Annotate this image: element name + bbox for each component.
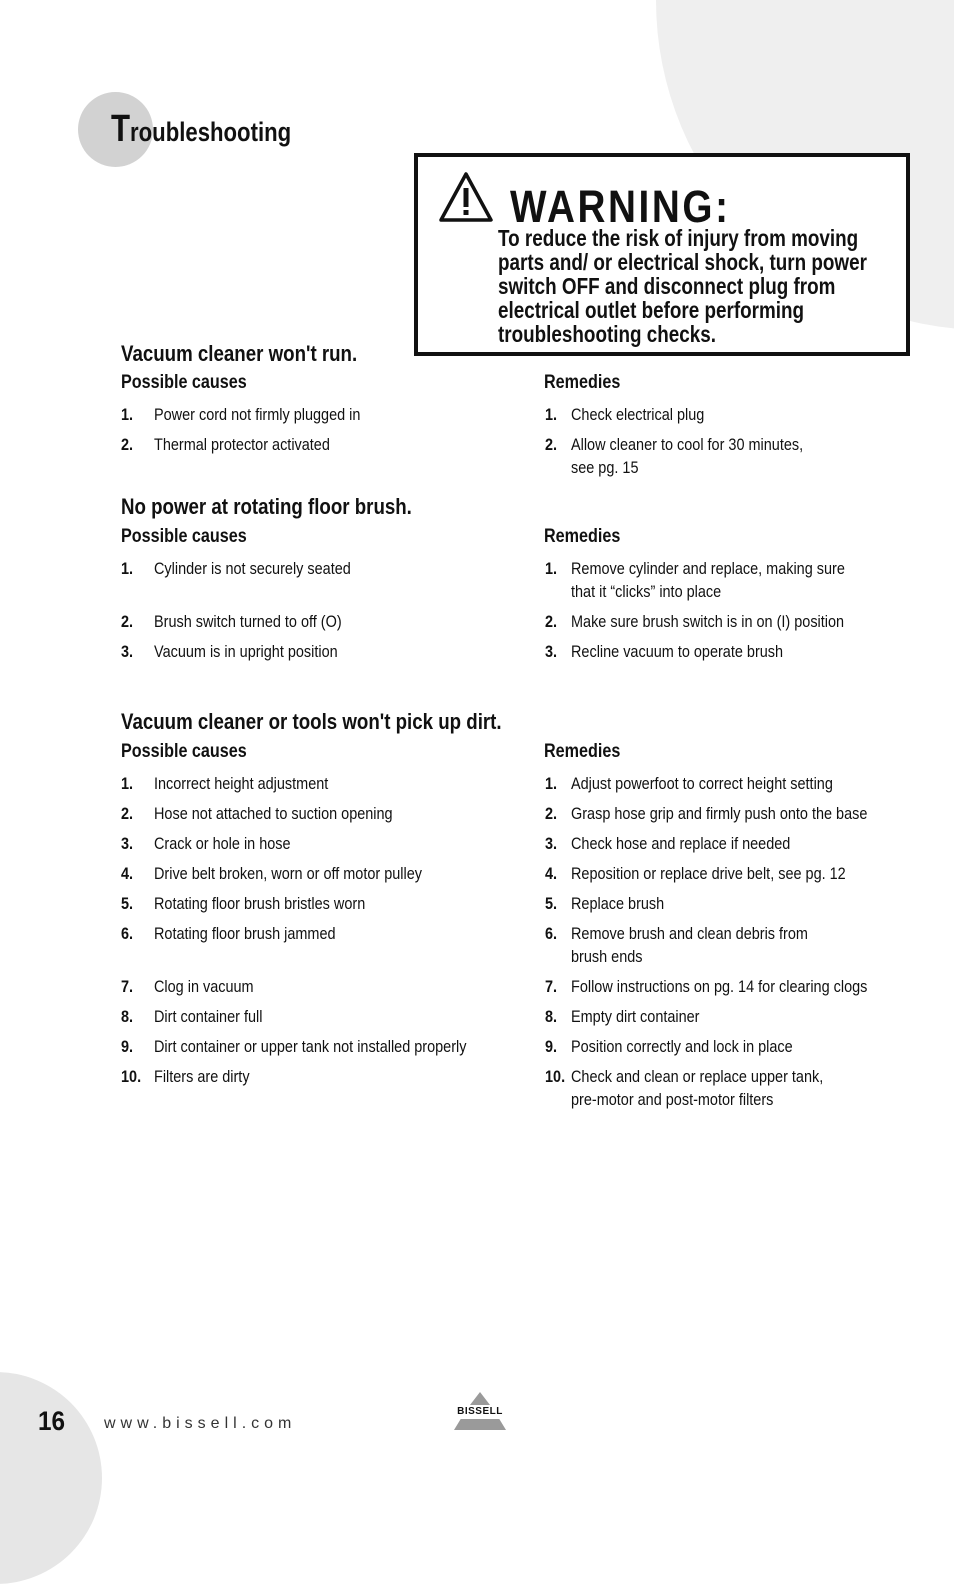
- item-number: 2.: [545, 612, 558, 631]
- item-text: Cylinder is not securely seated: [154, 559, 351, 578]
- item-text: Hose not attached to suction opening: [154, 804, 393, 823]
- section-title: No power at rotating floor brush.: [121, 494, 412, 519]
- item-number: 6.: [121, 924, 134, 943]
- item-number: 1.: [545, 559, 558, 578]
- item-text: Remove cylinder and replace, making sure that it “clicks” into place: [571, 559, 845, 601]
- page-title: [111, 108, 291, 151]
- item-text: Adjust powerfoot to correct height setting: [571, 774, 833, 793]
- item-text: Reposition or replace drive belt, see pg. 12: [571, 864, 846, 883]
- item-number: 3.: [121, 834, 134, 853]
- item-number: 7.: [545, 977, 558, 996]
- item-number: 3.: [121, 642, 134, 661]
- item-number: 1.: [121, 559, 134, 578]
- item-text: Rotating floor brush jammed: [154, 924, 336, 943]
- item-text: Make sure brush switch is in on (I) position: [571, 612, 845, 631]
- remedies-heading: Remedies: [544, 526, 621, 547]
- page-title-initial: T: [111, 108, 131, 150]
- remedies-heading: Remedies: [544, 372, 621, 393]
- item-number: 6.: [545, 924, 558, 943]
- item-text: Clog in vacuum: [154, 977, 254, 996]
- item-text: Replace brush: [571, 894, 665, 913]
- item-number: 7.: [121, 977, 134, 996]
- item-number: 1.: [545, 774, 558, 793]
- item-number: 2.: [121, 612, 134, 631]
- item-text: Filters are dirty: [154, 1067, 250, 1086]
- item-text: Check hose and replace if needed: [571, 834, 791, 853]
- item-number: 8.: [121, 1007, 134, 1026]
- section-title: Vacuum cleaner or tools won't pick up dirt.: [121, 709, 502, 734]
- item-text: Vacuum is in upright position: [154, 642, 338, 661]
- item-number: 2.: [121, 435, 134, 454]
- item-text: Recline vacuum to operate brush: [571, 642, 784, 661]
- warning-text: To reduce the risk of injury from moving parts and/ or electrical shock, turn power switch OFF and disconnect plug from electrical outlet before performing troubleshooting checks.: [498, 225, 867, 347]
- causes-heading: Possible causes: [121, 372, 247, 393]
- item-number: 4.: [545, 864, 558, 883]
- warning-box: [414, 153, 910, 356]
- item-number: 2.: [121, 804, 134, 823]
- warning-triangle-icon: [438, 171, 494, 223]
- item-number: 9.: [121, 1037, 134, 1056]
- item-number: 2.: [545, 804, 558, 823]
- item-number: 1.: [545, 405, 558, 424]
- item-text: Thermal protector activated: [154, 435, 330, 454]
- warning-title: WARNING:: [510, 181, 731, 232]
- item-text: Dirt container or upper tank not installed properly: [154, 1037, 467, 1056]
- item-text: Follow instructions on pg. 14 for clearing clogs: [571, 977, 868, 996]
- item-number: 5.: [545, 894, 558, 913]
- item-text: Remove brush and clean debris from brush ends: [571, 924, 808, 966]
- item-text: Position correctly and lock in place: [571, 1037, 793, 1056]
- item-text: Allow cleaner to cool for 30 minutes, see pg. 15: [571, 435, 804, 477]
- item-number: 4.: [121, 864, 134, 883]
- page-number: 16: [38, 1406, 66, 1436]
- item-text: Empty dirt container: [571, 1007, 700, 1026]
- remedies-heading: Remedies: [544, 741, 621, 762]
- item-text: Crack or hole in hose: [154, 834, 291, 853]
- item-text: Grasp hose grip and firmly push onto the base: [571, 804, 868, 823]
- section-title: Vacuum cleaner won't run.: [121, 341, 358, 366]
- website-url: www.bissell.com: [104, 1415, 297, 1432]
- item-text: Brush switch turned to off (O): [154, 612, 342, 631]
- page-number-circle-decoration: [0, 1372, 102, 1584]
- causes-heading: Possible causes: [121, 526, 247, 547]
- logo-text: BISSELL: [457, 1406, 503, 1417]
- item-text: Rotating floor brush bristles worn: [154, 894, 366, 913]
- page-title-rest: roubleshooting: [130, 117, 292, 147]
- item-text: Incorrect height adjustment: [154, 774, 329, 793]
- item-number: 1.: [121, 405, 134, 424]
- item-text: Power cord not firmly plugged in: [154, 405, 361, 424]
- item-text: Check and clean or replace upper tank, pre-motor and post-motor filters: [571, 1067, 824, 1109]
- item-number: 2.: [545, 435, 558, 454]
- item-text: Dirt container full: [154, 1007, 263, 1026]
- item-number: 10.: [121, 1067, 142, 1086]
- item-text: Drive belt broken, worn or off motor pulley: [154, 864, 422, 883]
- item-number: 8.: [545, 1007, 558, 1026]
- item-number: 3.: [545, 834, 558, 853]
- bissell-logo-icon: [450, 1390, 510, 1432]
- item-number: 10.: [545, 1067, 566, 1086]
- item-number: 3.: [545, 642, 558, 661]
- item-text: Check electrical plug: [571, 405, 705, 424]
- causes-heading: Possible causes: [121, 741, 247, 762]
- item-number: 9.: [545, 1037, 558, 1056]
- item-number: 5.: [121, 894, 134, 913]
- item-number: 1.: [121, 774, 134, 793]
